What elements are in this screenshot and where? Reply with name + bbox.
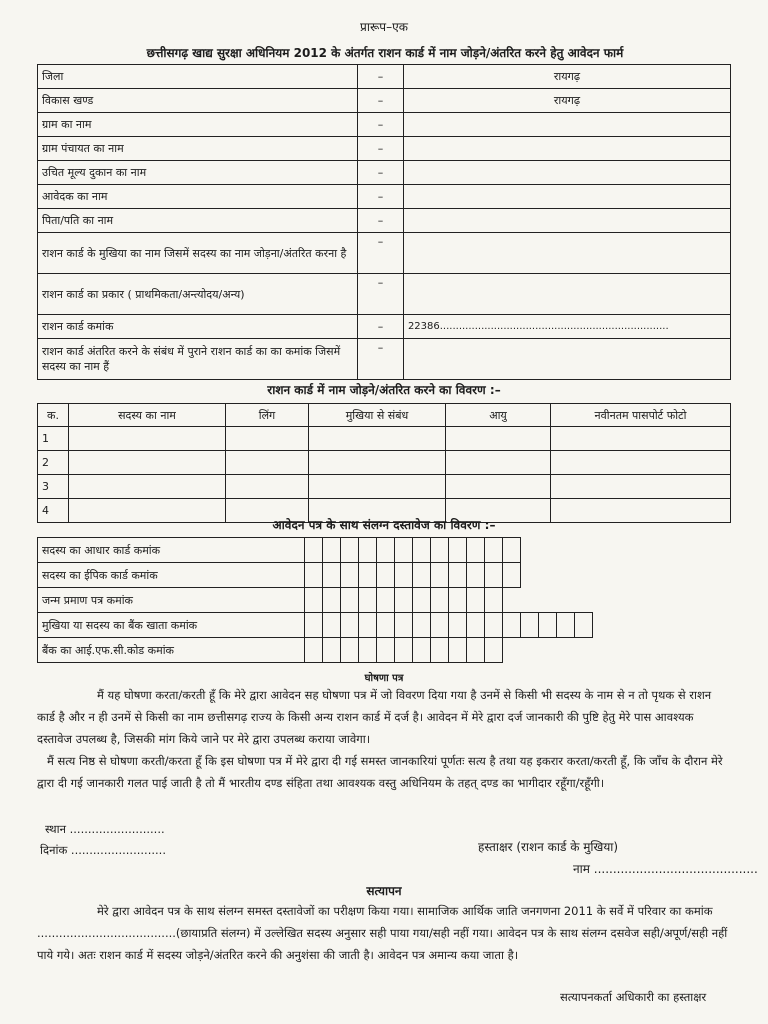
digit-box[interactable]	[431, 538, 449, 563]
empty-space	[575, 563, 593, 588]
details-value	[403, 113, 730, 137]
empty-space	[521, 588, 539, 613]
details-label: ग्राम का नाम	[38, 113, 358, 137]
document-row	[38, 563, 593, 588]
details-value: रायगढ़	[403, 89, 730, 113]
digit-box[interactable]	[323, 613, 341, 638]
document-row	[38, 538, 593, 563]
digit-box[interactable]	[323, 588, 341, 613]
member-cell[interactable]	[226, 427, 309, 451]
digit-box[interactable]	[305, 563, 323, 588]
digit-box[interactable]	[575, 613, 593, 638]
details-dash: –	[358, 137, 404, 161]
digit-box[interactable]	[431, 563, 449, 588]
digit-box[interactable]	[305, 638, 323, 663]
member-cell[interactable]	[309, 427, 446, 451]
digit-box[interactable]	[431, 613, 449, 638]
details-row	[38, 89, 731, 113]
document-label: बैंक का आई.एफ.सी.कोड कमांक	[38, 638, 305, 663]
digit-box[interactable]	[413, 613, 431, 638]
digit-box[interactable]	[539, 613, 557, 638]
officer-signature-label: सत्यापनकर्ता अधिकारी का हस्ताक्षर	[560, 990, 707, 1004]
declaration-para-1: मैं यह घोषणा करता/करती हूँ कि मेरे द्वारा आवेदन सह घोषणा पत्र में जो विवरण दिया गया है उनमें से किसी भी सदस्य के नाम से न तो पृथक से राशन कार्ड है और न ही उनमें से किसी का नाम छत्तीसगढ़ राज्य के किसी अन्य राशन कार्ड में दर्ज है। आवेदन में मेरे द्वारा दर्ज जानकारी की पुष्टि हेतु मेरे पास आवश्यक दस्तावेज उपलब्ध है, जिसकी मांग किये जाने पर मेरे द्वारा उपलब्ध कराया जावेगा।	[37, 688, 712, 746]
digit-box[interactable]	[467, 563, 485, 588]
empty-space	[575, 588, 593, 613]
member-cell[interactable]	[69, 451, 226, 475]
digit-box[interactable]	[305, 538, 323, 563]
digit-box[interactable]	[305, 613, 323, 638]
details-value: रायगढ़	[403, 65, 730, 89]
details-row	[38, 161, 731, 185]
details-value	[403, 185, 730, 209]
member-cell[interactable]	[226, 475, 309, 499]
document-label: मुखिया या सदस्य का बैंक खाता कमांक	[38, 613, 305, 638]
place-field: स्थान ..........................	[45, 822, 165, 836]
empty-space	[539, 538, 557, 563]
details-value	[403, 233, 730, 274]
details-value	[403, 161, 730, 185]
digit-box[interactable]	[413, 588, 431, 613]
digit-box[interactable]	[305, 588, 323, 613]
details-value: 22386........................................................................	[403, 315, 730, 339]
digit-box[interactable]	[323, 638, 341, 663]
digit-box[interactable]	[413, 563, 431, 588]
col-photo: नवीनतम पासपोर्ट फोटो	[551, 404, 731, 427]
details-value	[403, 274, 730, 315]
digit-box[interactable]	[485, 588, 503, 613]
form-title: छत्तीसगढ़ खाद्य सुरक्षा अधिनियम 2012 के अंतर्गत राशन कार्ड में नाम जोड़ने/अंतरित करने हेतु आवेदन फार्म	[146, 46, 624, 60]
member-row	[38, 451, 731, 475]
empty-space	[557, 538, 575, 563]
empty-space	[521, 563, 539, 588]
member-row	[38, 427, 731, 451]
details-row	[38, 274, 731, 315]
digit-box[interactable]	[467, 538, 485, 563]
declaration-para-2: मैं सत्य निष्ठ से घोषणा करती/करता हूँ कि इस घोषणा पत्र में मेरे द्वारा दी गई समस्त जानकारियां पूर्णतः सत्य है तथा यह इकरार करता/करती हूँ, कि जाँच के दौरान मेरे द्वारा दी गई जानकारी गलत पाई जाती है तो मैं भारतीय दण्ड संहिता तथा आवश्यक वस्तु अधिनियम के तहत् दण्ड का भागीदार रहूँगा/रहूँगी।	[37, 754, 723, 790]
empty-space	[557, 563, 575, 588]
details-row	[38, 339, 731, 380]
digit-box[interactable]	[395, 638, 413, 663]
empty-space	[539, 588, 557, 613]
details-value	[403, 209, 730, 233]
digit-box[interactable]	[557, 613, 575, 638]
member-serial: 2	[38, 451, 69, 475]
details-dash: –	[358, 161, 404, 185]
digit-box[interactable]	[449, 563, 467, 588]
col-gender: लिंग	[226, 404, 309, 427]
empty-space	[521, 638, 539, 663]
digit-box[interactable]	[395, 588, 413, 613]
col-serial: क.	[38, 404, 69, 427]
digit-box[interactable]	[377, 588, 395, 613]
digit-box[interactable]	[413, 538, 431, 563]
digit-box[interactable]	[359, 538, 377, 563]
documents-section-heading: आवेदन पत्र के साथ संलग्न दस्तावेज का विवरण :–	[272, 518, 496, 532]
digit-box[interactable]	[467, 613, 485, 638]
members-table	[37, 403, 731, 523]
details-row	[38, 233, 731, 274]
details-dash: –	[358, 274, 404, 315]
digit-box[interactable]	[521, 613, 539, 638]
details-label: राशन कार्ड का प्रकार ( प्राथमिकता/अन्त्योदय/अन्य)	[38, 274, 358, 315]
details-label: राशन कार्ड अंतरित करने के संबंध में पुराने राशन कार्ड का का कमांक जिसमें सदस्य का नाम हैं	[38, 339, 358, 380]
details-label: आवेदक का नाम	[38, 185, 358, 209]
digit-box[interactable]	[449, 588, 467, 613]
col-member-name: सदस्य का नाम	[69, 404, 226, 427]
empty-space	[521, 538, 539, 563]
digit-box[interactable]	[359, 563, 377, 588]
empty-space	[557, 588, 575, 613]
verification-text: मेरे द्वारा आवेदन पत्र के साथ संलग्न समस्त दस्तावेजों का परीक्षण किया गया। सामाजिक आर्थिक जाति जनगणना 2011 के सर्वे में परिवार का कमांक ......................................(छायाप्रति संलग्न) में उल्लेखित सदस्य अनुसार सही पाया गया/सही नहीं गया। आवेदन पत्र के साथ संलग्न दसवेज सही/अपूर्ण/सही नहीं पाये गये। अतः राशन कार्ड में सदस्य जोड़ने/अंतरित करने की अनुशंसा की जाती है। आवेदन पत्र अमान्य कया जाता है।	[37, 904, 728, 962]
col-age: आयु	[446, 404, 551, 427]
details-dash: –	[358, 113, 404, 137]
member-cell[interactable]	[446, 475, 551, 499]
members-section-heading: राशन कार्ड में नाम जोड़ने/अंतरित करने का विवरण :–	[267, 383, 501, 397]
details-row	[38, 137, 731, 161]
signature-label: हस्ताक्षर (राशन कार्ड के मुखिया)	[478, 840, 619, 854]
details-dash: –	[358, 315, 404, 339]
empty-space	[575, 538, 593, 563]
digit-box[interactable]	[377, 613, 395, 638]
digit-box[interactable]	[449, 538, 467, 563]
digit-box[interactable]	[377, 538, 395, 563]
digit-box[interactable]	[485, 563, 503, 588]
member-cell[interactable]	[226, 451, 309, 475]
details-dash: –	[358, 89, 404, 113]
member-cell[interactable]	[446, 451, 551, 475]
digit-box[interactable]	[395, 563, 413, 588]
digit-box[interactable]	[323, 538, 341, 563]
digit-box[interactable]	[359, 638, 377, 663]
details-label: पिता/पति का नाम	[38, 209, 358, 233]
digit-box[interactable]	[449, 613, 467, 638]
digit-box[interactable]	[485, 538, 503, 563]
digit-box[interactable]	[449, 638, 467, 663]
member-serial: 3	[38, 475, 69, 499]
digit-box[interactable]	[503, 538, 521, 563]
digit-box[interactable]	[503, 563, 521, 588]
details-value	[403, 137, 730, 161]
digit-box[interactable]	[341, 613, 359, 638]
digit-box[interactable]	[395, 613, 413, 638]
details-row	[38, 113, 731, 137]
document-label: सदस्य का ईपिक कार्ड कमांक	[38, 563, 305, 588]
details-label: राशन कार्ड कमांक	[38, 315, 358, 339]
empty-space	[575, 638, 593, 663]
form-number: प्रारूप–एक	[360, 20, 408, 34]
details-value	[403, 339, 730, 380]
member-cell[interactable]	[446, 427, 551, 451]
digit-box[interactable]	[467, 638, 485, 663]
applicant-details-table	[37, 64, 731, 380]
member-cell[interactable]	[551, 427, 731, 451]
empty-space	[503, 588, 521, 613]
empty-space	[503, 638, 521, 663]
document-label: जन्म प्रमाण पत्र कमांक	[38, 588, 305, 613]
document-row	[38, 613, 593, 638]
details-label: राशन कार्ड के मुखिया का नाम जिसमें सदस्य का नाम जोड़ना/अंतरित करना है	[38, 233, 358, 274]
details-label: जिला	[38, 65, 358, 89]
details-dash: –	[358, 233, 404, 274]
member-cell[interactable]	[551, 451, 731, 475]
document-row	[38, 588, 593, 613]
digit-box[interactable]	[503, 613, 521, 638]
verification-heading: सत्यापन	[366, 884, 402, 898]
digit-box[interactable]	[467, 588, 485, 613]
details-dash: –	[358, 185, 404, 209]
digit-box[interactable]	[359, 588, 377, 613]
digit-box[interactable]	[323, 563, 341, 588]
digit-box[interactable]	[395, 538, 413, 563]
member-row	[38, 475, 731, 499]
details-row	[38, 65, 731, 89]
document-row	[38, 638, 593, 663]
details-row	[38, 315, 731, 339]
details-label: ग्राम पंचायत का नाम	[38, 137, 358, 161]
col-relation: मुखिया से संबंध	[309, 404, 446, 427]
member-cell[interactable]	[309, 475, 446, 499]
digit-box[interactable]	[341, 588, 359, 613]
details-row	[38, 185, 731, 209]
member-serial: 4	[38, 499, 69, 523]
date-field: दिनांक ..........................	[40, 843, 166, 857]
declaration-heading: घोषणा पत्र	[364, 673, 404, 684]
digit-box[interactable]	[485, 638, 503, 663]
digit-box[interactable]	[485, 613, 503, 638]
documents-table	[37, 537, 593, 663]
digit-box[interactable]	[377, 638, 395, 663]
member-cell[interactable]	[551, 475, 731, 499]
details-label: उचित मूल्य दुकान का नाम	[38, 161, 358, 185]
details-dash: –	[358, 339, 404, 380]
details-row	[38, 209, 731, 233]
document-label: सदस्य का आधार कार्ड कमांक	[38, 538, 305, 563]
digit-box[interactable]	[413, 638, 431, 663]
member-cell[interactable]	[69, 475, 226, 499]
details-label: विकास खण्ड	[38, 89, 358, 113]
empty-space	[539, 638, 557, 663]
member-serial: 1	[38, 427, 69, 451]
name-field: नाम ...........................................	[573, 862, 758, 876]
empty-space	[557, 638, 575, 663]
member-cell[interactable]	[69, 427, 226, 451]
digit-box[interactable]	[359, 613, 377, 638]
details-dash: –	[358, 209, 404, 233]
details-dash: –	[358, 65, 404, 89]
digit-box[interactable]	[341, 638, 359, 663]
digit-box[interactable]	[341, 563, 359, 588]
digit-box[interactable]	[377, 563, 395, 588]
member-cell[interactable]	[309, 451, 446, 475]
digit-box[interactable]	[431, 638, 449, 663]
digit-box[interactable]	[341, 538, 359, 563]
digit-box[interactable]	[431, 588, 449, 613]
empty-space	[539, 563, 557, 588]
